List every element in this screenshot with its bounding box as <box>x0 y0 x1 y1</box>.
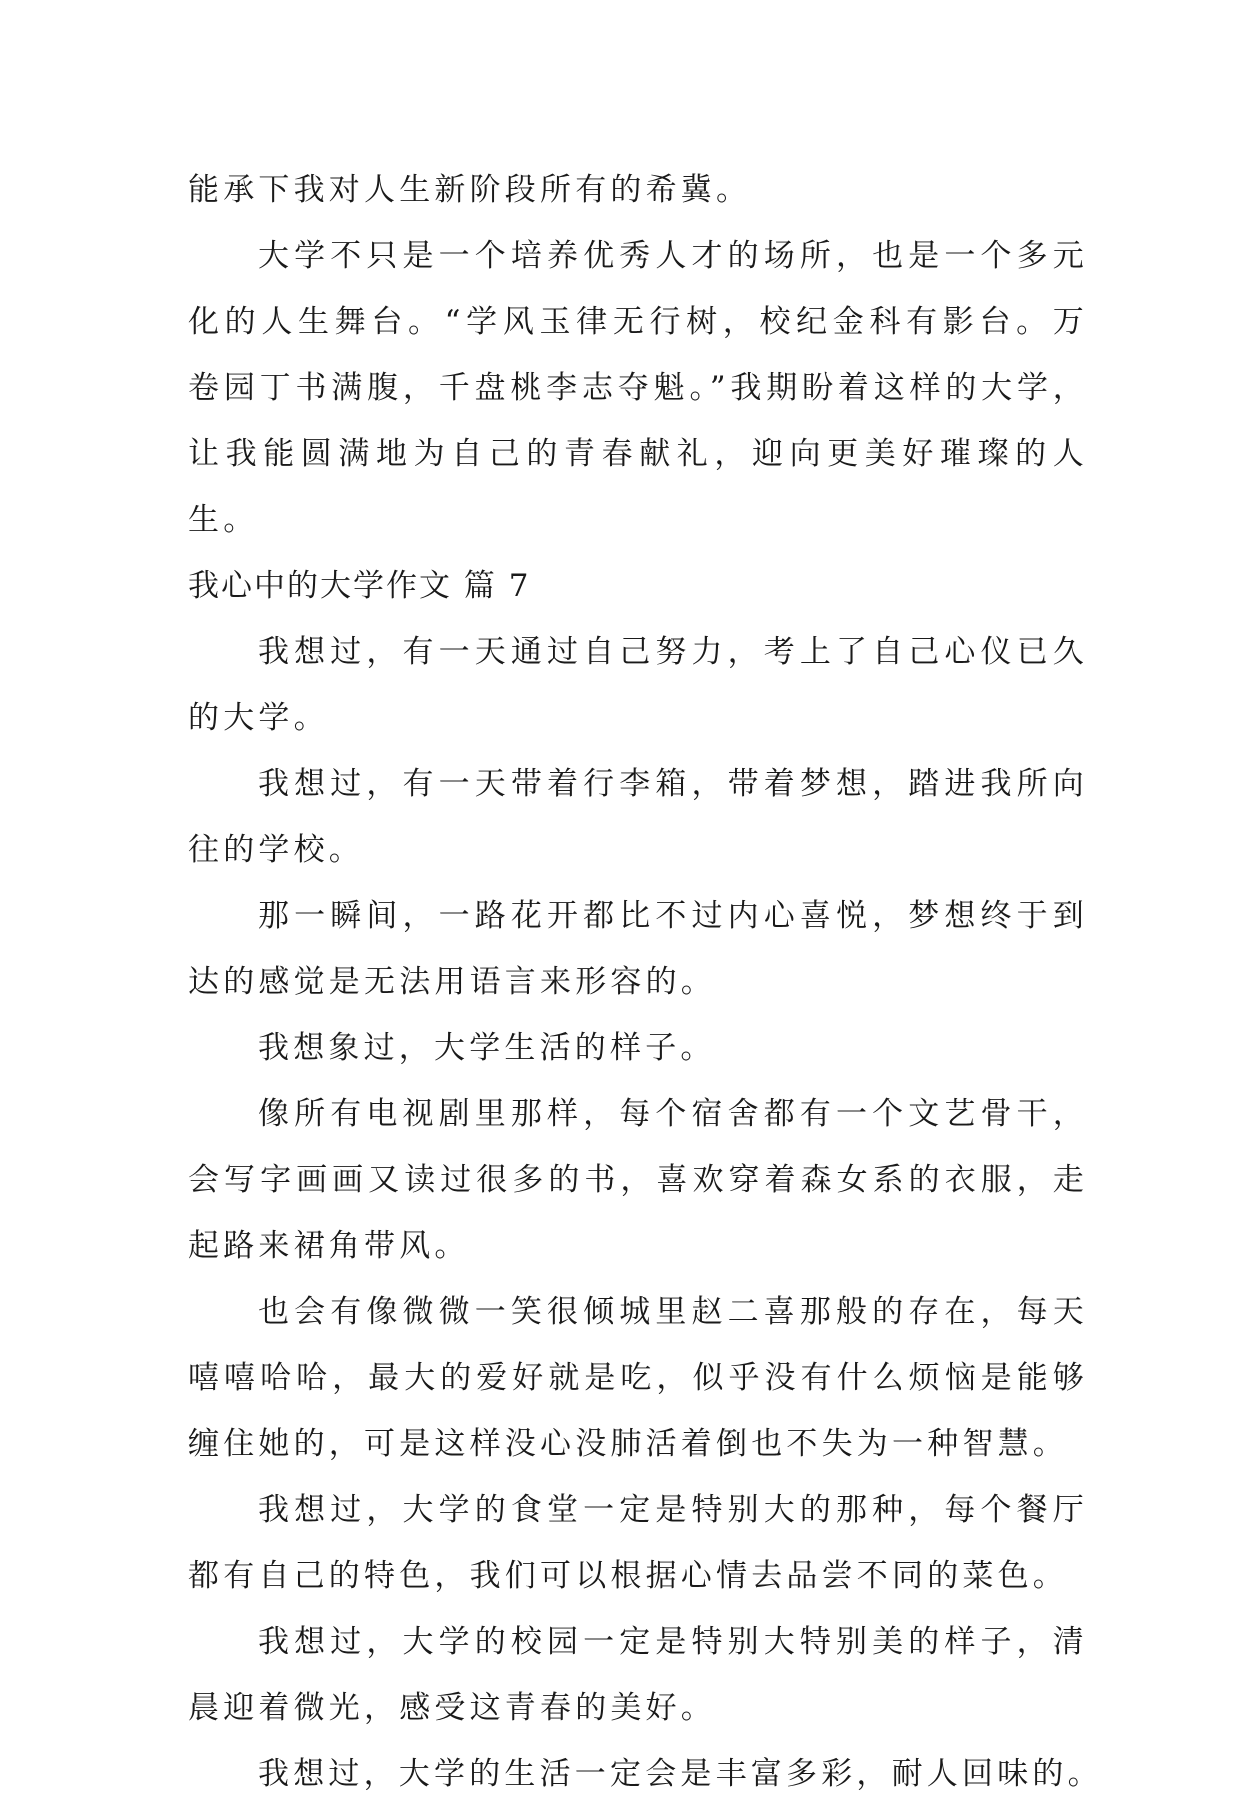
paragraph: 那一瞬间，一路花开都比不过内心喜悦，梦想终于到达的感觉是无法用语言来形容的。 <box>188 898 1088 1000</box>
paragraph: 我想过，大学的校园一定是特别大特别美的样子，清晨迎着微光，感受这青春的美好。 <box>188 1624 1088 1726</box>
document-body <box>188 157 1103 1807</box>
paragraph: 也会有像微微一笑很倾城里赵二喜那般的存在，每天嘻嘻哈哈，最大的爱好就是吃，似乎没有什么烦恼是能够缠住她的，可是这样没心没肺活着倒也不失为一种智慧。 <box>188 1294 1088 1462</box>
paragraph: 像所有电视剧里那样，每个宿舍都有一个文艺骨干，会写字画画又读过很多的书，喜欢穿着森女系的衣服，走起路来裙角带风。 <box>188 1096 1088 1264</box>
section-heading: 我心中的大学作文 篇 7 <box>188 568 531 604</box>
paragraph: 我想过，有一天带着行李箱，带着梦想，踏进我所向往的学校。 <box>188 766 1088 868</box>
paragraph: 我想过，大学的生活一定会是丰富多彩，耐人回味的。 <box>258 1756 1103 1792</box>
paragraph: 我想过，有一天通过自己努力，考上了自己心仪已久的大学。 <box>188 634 1088 736</box>
paragraph: 大学不只是一个培养优秀人才的场所，也是一个多元化的人生舞台。“学风玉律无行树，校纪金科有影台。万卷园丁书满腹，千盘桃李志夺魁。”我期盼着这样的大学，让我能圆满地为自己的青春献礼，迎向更美好璀璨的人生。 <box>188 238 1088 538</box>
paragraph: 我想过，大学的食堂一定是特别大的那种，每个餐厅都有自己的特色，我们可以根据心情去品尝不同的菜色。 <box>188 1492 1088 1594</box>
paragraph-continuation: 能承下我对人生新阶段所有的希冀。 <box>188 172 752 208</box>
paragraph: 我想象过，大学生活的样子。 <box>258 1030 716 1066</box>
